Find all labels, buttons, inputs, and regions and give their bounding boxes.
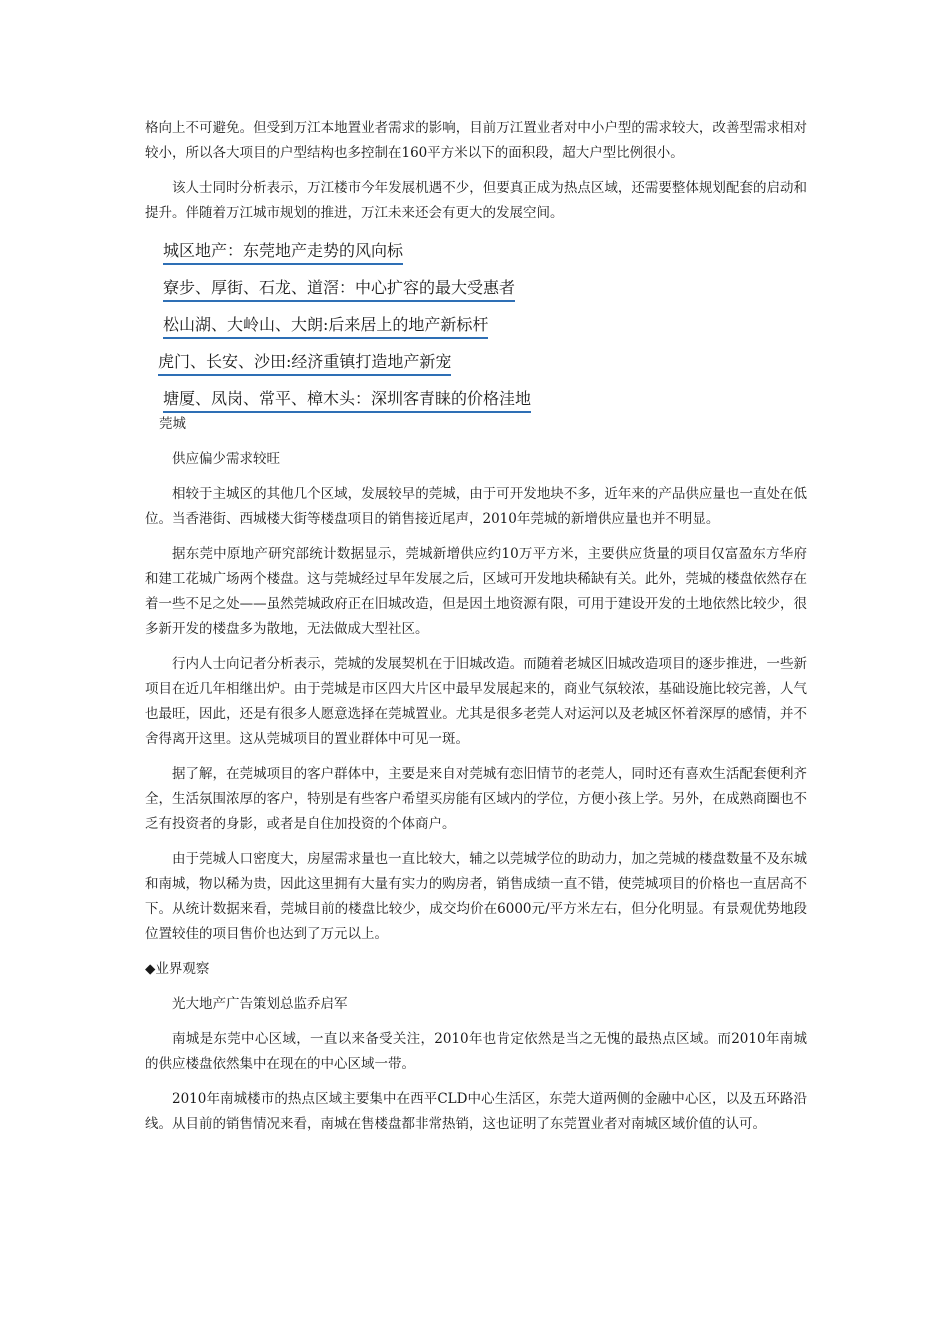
body-paragraph: 南城是东莞中心区域，一直以来备受关注，2010年也肯定依然是当之无愧的最热点区域。而2010年南城的供应楼盘依然集中在现在的中心区域一带。 — [145, 1031, 807, 1072]
link-row — [145, 343, 807, 380]
section-title: 莞城 — [159, 416, 186, 432]
body-paragraph: 由于莞城人口密度大，房屋需求量也一直比较大，辅之以莞城学位的助动力，加之莞城的楼盘数量不及东城和南城，物以稀为贵，因此这里拥有大量有实力的购房者，销售成绩一直不错，使莞城项目的价格也一直居高不下。从统计数据来看，莞城目前的楼盘比较少，成交均价在6000元/平方米左右，但分化明显。有景观优势地段位置较佳的项目售价也达到了万元以上。 — [145, 851, 807, 942]
article-links — [145, 232, 807, 417]
section-subtitle: 供应偏少需求较旺 — [172, 451, 280, 467]
link-row — [145, 380, 807, 417]
body-paragraph: 行内人士向记者分析表示，莞城的发展契机在于旧城改造。而随着老城区旧城改造项目的逐步推进，一些新项目在近几年相继出炉。由于莞城是市区四大片区中最早发展起来的，商业气氛较浓，基础设施比较完善，人气也最旺，因此，还是有很多人愿意选择在莞城置业。尤其是很多老莞人对运河以及老城区怀着深厚的感情，并不舍得离开这里。这从莞城项目的置业群体中可见一斑。 — [145, 656, 807, 747]
body-paragraph: 2010年南城楼市的热点区域主要集中在西平CLD中心生活区，东莞大道两侧的金融中心区，以及五环路沿线。从目前的销售情况来看，南城在售楼盘都非常热销，这也证明了东莞置业者对南城区域价值的认可。 — [145, 1091, 807, 1132]
link-liaobu-houjie[interactable]: 寮步、厚街、石龙、道滘：中心扩容的最大受惠者 — [163, 277, 515, 302]
link-songshanhu[interactable]: 松山湖、大岭山、大朗:后来居上的地产新标杆 — [163, 314, 488, 339]
intro-paragraph-1: 格向上不可避免。但受到万江本地置业者需求的影响，目前万江置业者对中小户型的需求较大，改善型需求相对较小，所以各大项目的户型结构也多控制在160平方米以下的面积段，超大户型比例很小。 — [145, 120, 807, 161]
link-row — [145, 232, 807, 269]
industry-speaker: 光大地产广告策划总监乔启军 — [172, 996, 348, 1012]
intro-paragraph-2: 该人士同时分析表示，万江楼市今年发展机遇不少，但要真正成为热点区域，还需要整体规划配套的启动和提升。伴随着万江城市规划的推进，万江未来还会有更大的发展空间。 — [145, 180, 807, 221]
link-urban-area[interactable]: 城区地产：东莞地产走势的风向标 — [163, 240, 403, 265]
body-paragraph: 相较于主城区的其他几个区域，发展较早的莞城，由于可开发地块不多，近年来的产品供应量也一直处在低位。当香港街、西城楼大街等楼盘项目的销售接近尾声，2010年莞城的新增供应量也并不明显。 — [145, 486, 807, 527]
document-page — [145, 116, 807, 1137]
link-tangxia-fenggang[interactable]: 塘厦、凤岗、常平、樟木头：深圳客青睐的价格洼地 — [163, 388, 531, 413]
industry-heading: ◆业界观察 — [145, 961, 210, 977]
link-row — [145, 269, 807, 306]
body-paragraph: 据了解，在莞城项目的客户群体中，主要是来自对莞城有恋旧情节的老莞人，同时还有喜欢生活配套便利齐全，生活氛围浓厚的客户，特别是有些客户希望买房能有区域内的学位，方便小孩上学。另外，在成熟商圈也不乏有投资者的身影，或者是自住加投资的个体商户。 — [145, 766, 807, 832]
link-row — [145, 306, 807, 343]
link-humen-changan[interactable]: 虎门、长安、沙田:经济重镇打造地产新宠 — [158, 351, 451, 376]
body-paragraph: 据东莞中原地产研究部统计数据显示，莞城新增供应约10万平方米，主要供应货量的项目仅富盈东方华府和建工花城广场两个楼盘。这与莞城经过早年发展之后，区域可开发地块稀缺有关。此外，莞城的楼盘依然存在着一些不足之处——虽然莞城政府正在旧城改造，但是因土地资源有限，可用于建设开发的土地依然比较少，很多新开发的楼盘多为散地，无法做成大型社区。 — [145, 546, 807, 637]
